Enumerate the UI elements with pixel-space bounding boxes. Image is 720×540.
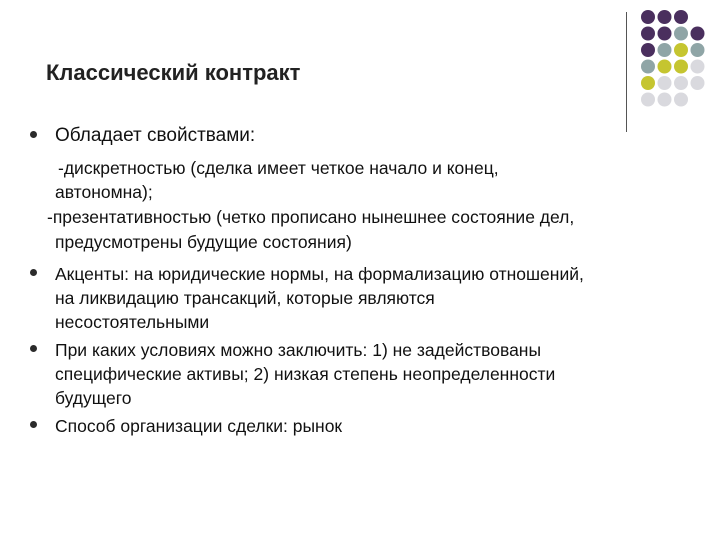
decorative-dot (691, 27, 705, 41)
bullet-continuation-text: предусмотрены будущие состояния) (55, 232, 352, 252)
decorative-dot (674, 60, 688, 74)
bullet-item-text: Способ организации сделки: рынок (55, 416, 343, 436)
slide-title: Классический контракт (46, 60, 301, 85)
decorative-dot (658, 27, 672, 41)
decorative-dot (674, 93, 688, 107)
decorative-dot (641, 76, 655, 90)
decorative-dot (658, 60, 672, 74)
decorative-dot-grid (0, 0, 720, 140)
bullet-dot-icon (30, 421, 37, 428)
decorative-dot (674, 76, 688, 90)
bullet-dot-icon (30, 131, 37, 138)
decorative-dot (658, 93, 672, 107)
decorative-dot (691, 60, 705, 74)
bullet-continuation-text: несостоятельными (55, 312, 210, 332)
decorative-dot (641, 10, 655, 24)
decorative-dot (691, 43, 705, 57)
decorative-dot (641, 93, 655, 107)
bullet-dot-icon (30, 345, 37, 352)
bullet-continuation-text: специфические активы; 2) низкая степень неопределенности (55, 364, 556, 384)
bullet-dot-icon (30, 269, 37, 276)
decorative-dot (674, 43, 688, 57)
bullet-item-text: Обладает свойствами: (55, 125, 256, 146)
bullet-continuation-text: -дискретностью (сделка имеет четкое начало и конец, (58, 158, 499, 178)
bullet-continuation-text: -презентативностью (четко прописано нынешнее состояние дел, (47, 207, 575, 227)
divider-line (626, 12, 627, 132)
decorative-dot (658, 10, 672, 24)
decorative-dot (691, 76, 705, 90)
decorative-dot (658, 76, 672, 90)
bullet-item-text: При каких условиях можно заключить: 1) не задействованы (55, 340, 542, 360)
bullet-continuation-text: на ликвидацию трансакций, которые являются (55, 288, 435, 308)
decorative-dot (641, 60, 655, 74)
decorative-dot (658, 43, 672, 57)
bullet-continuation-text: автономна); (55, 182, 153, 202)
bullet-item-text: Акценты: на юридические нормы, на формализацию отношений, (55, 264, 584, 284)
decorative-dot (641, 27, 655, 41)
decorative-dot (641, 43, 655, 57)
decorative-dot (674, 10, 688, 24)
bullet-continuation-text: будущего (55, 388, 132, 408)
decorative-dot (674, 27, 688, 41)
